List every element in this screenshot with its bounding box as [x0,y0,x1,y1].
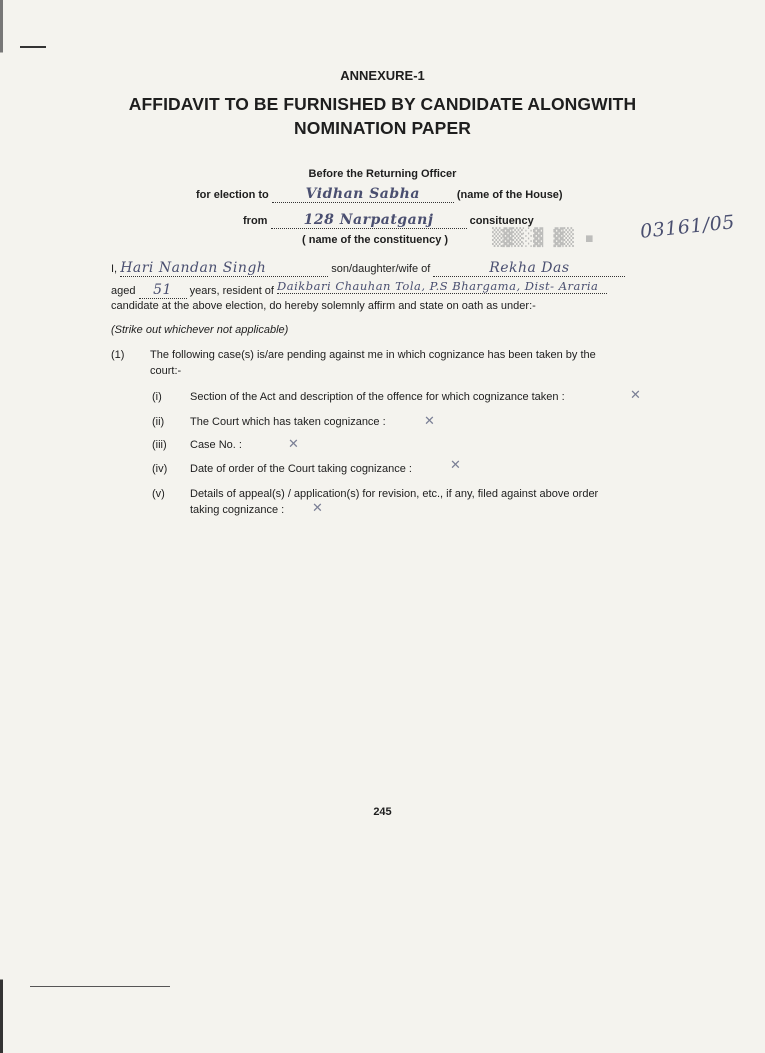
clause-item-num: (v) [152,488,165,500]
strike-cross-mark: ✕ [312,501,323,516]
clause-item-text: Case No. : [190,439,242,451]
strike-cross-mark: ✕ [630,388,641,403]
clause-item-num: (ii) [152,416,165,428]
margin-mark-bottom [30,986,170,987]
from-value: 128 Narpatganj [271,212,467,229]
clause-item-num: (iv) [152,463,168,475]
strike-cross-mark: ✕ [424,414,435,429]
clause-item-num: (iii) [152,439,167,451]
scan-left-edge [0,0,3,1053]
clause-item-text: The Court which has taken cognizance : [190,416,386,428]
election-value: Vidhan Sabha [272,186,454,203]
clause-item-text: Details of appeal(s) / application(s) for revision, etc., if any, filed against above order [190,488,599,500]
from-prefix: from [243,215,268,227]
election-suffix: (name of the House) [456,189,563,201]
from-suffix: consituency [469,215,534,227]
age-value: 51 [139,282,187,299]
deponent-name: Hari Nandan Singh [120,260,328,277]
clause-text-line1: The following case(s) is/are pending against me in which cognizance has been taken by the [150,349,596,361]
oath-text: candidate at the above election, do hereby solemnly affirm and state on oath as under:- [111,300,536,312]
clause-text-line2: court:- [150,365,182,377]
aged-label: aged [111,285,136,297]
clause-item-text-continued: taking cognizance : [190,504,285,516]
relation-label: son/daughter/wife of [331,263,431,275]
parent-name: Rekha Das [433,260,625,277]
deponent-line [111,260,625,277]
aged-line [111,279,607,299]
election-prefix: for election to [196,189,269,201]
before-returning-officer: Before the Returning Officer [308,168,457,180]
clause-item-text: Section of the Act and description of the offence for which cognizance taken : [190,391,565,403]
address-value: Daikbari Chauhan Tola, P.S Bhargama, Dist- Araria [277,279,607,294]
from-line [243,212,534,229]
stamp-imprint: ▒▓▒░▓ ▓▒ ▪ [492,228,595,248]
clause-item-num: (i) [152,391,162,403]
document-title-line2: NOMINATION PAPER [294,118,471,138]
years-label: years, resident of [189,285,274,297]
constituency-note: ( name of the constituency ) [302,234,449,246]
stamp-number: 03161/05 [639,211,736,243]
clause-number: (1) [111,349,125,361]
document-title-line1: AFFIDAVIT TO BE FURNISHED BY CANDIDATE ALONGWITH [128,94,637,114]
clause-item-text: Date of order of the Court taking cognizance : [190,463,412,475]
strike-cross-mark: ✕ [288,437,299,452]
strike-note: (Strike out whichever not applicable) [111,324,289,336]
election-line [196,186,563,203]
annexure-label: ANNEXURE-1 [340,68,425,83]
margin-mark-top [20,46,46,48]
page-number: 245 [373,806,392,818]
strike-cross-mark: ✕ [450,458,461,473]
i-prefix: I, [111,263,118,275]
